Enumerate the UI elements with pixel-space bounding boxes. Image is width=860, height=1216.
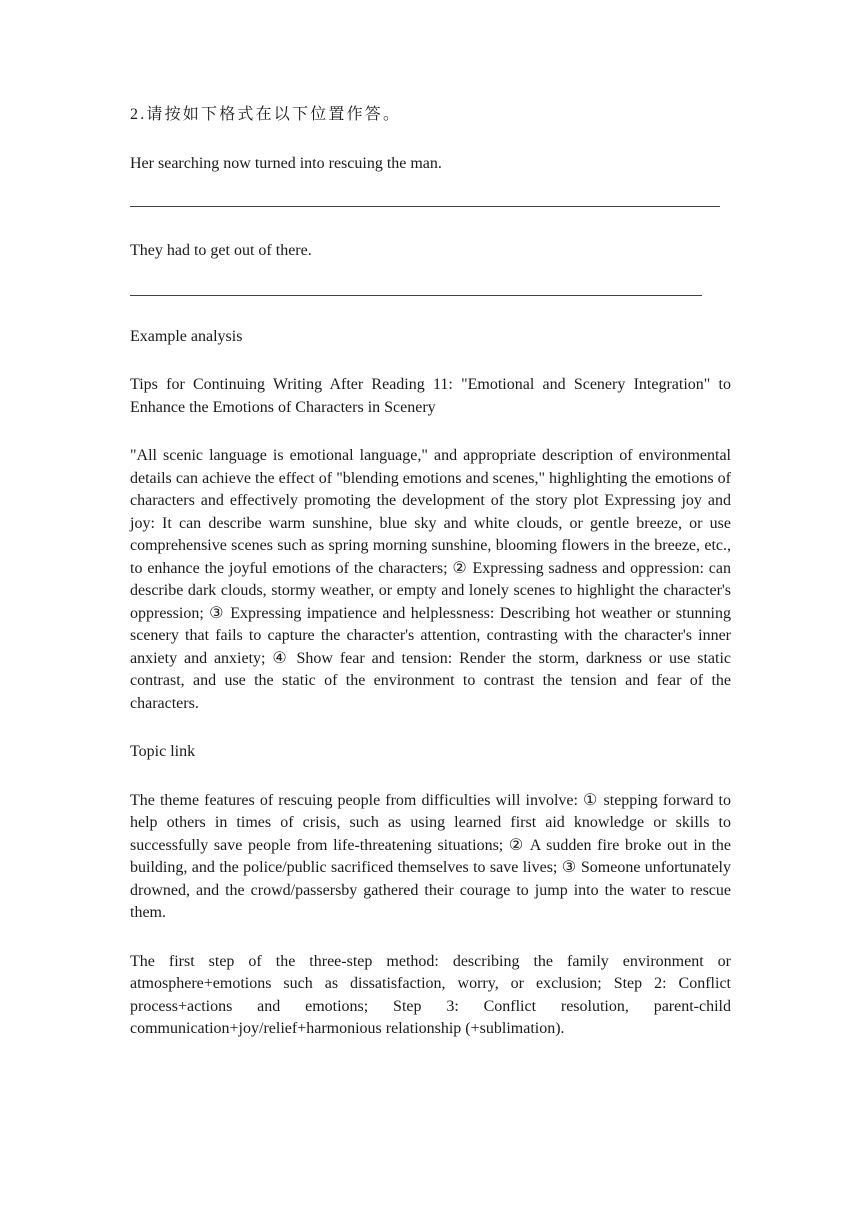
tips-paragraph: Tips for Continuing Writing After Reading 11: "Emotional and Scenery Integration" to Enhance the Emotions of Characters in Scenery (130, 376, 731, 416)
three-step-method-paragraph: The first step of the three-step method: describing the family environment or atmosphere+emotions such as dissatisfaction, worry, or exclusion; Step 2: Conflict process+actions and emotions; Step 3: Conflict resolution, parent-child communication+joy/relief+harmonious relationship (+sublimation). (130, 952, 731, 1037)
sentence-her-searching: Her searching now turned into rescuing the man. (130, 154, 442, 172)
example-analysis-heading: Example analysis (130, 327, 243, 345)
answer-blank-line-1[interactable] (130, 206, 720, 207)
analysis-paragraph: "All scenic language is emotional language," and appropriate description of environmental details can achieve the effect of "blending emotions and scenes," highlighting the emotions of characters and effectively promoting the development of the story plot Expressing joy and joy: It can describe warm sunshine, blue sky and white clouds, or gentle breeze, or use comprehensive scenes such as spring morning sunshine, blooming flowers in the breeze, etc., to enhance the joyful emotions of the characters; ② Expressing sadness and oppression: can describe dark clouds, stormy weather, or empty and lonely scenes to highlight the character's oppression; ③ Expressing impatience and helplessness: Describing hot weather or stunning scenery that fails to capture the character's attention, contrasting with the character's inner anxiety and anxiety; ④ Show fear and tension: Render the storm, darkness or use static contrast, and use the static of the environment to contrast the tension and fear of the characters. (130, 447, 731, 712)
sentence-get-out: They had to get out of there. (130, 242, 312, 259)
topic-link-heading: Topic link (130, 743, 196, 760)
document-page (130, 104, 731, 1041)
answer-blank-line-2[interactable] (130, 295, 702, 296)
instruction-text: 2.请按如下格式在以下位置作答。 (130, 106, 402, 123)
topic-paragraph: The theme features of rescuing people from difficulties will involve: ① stepping forward to help others in times of crisis, such as using learned first aid knowledge or skills to successfully save people from life-threatening situations; ② A sudden fire broke out in the building, and the police/public sacrificed themselves to save lives; ③ Someone unfortunately drowned, and the crowd/passersby gathered their courage to jump into the water to rescue them. (130, 791, 731, 921)
